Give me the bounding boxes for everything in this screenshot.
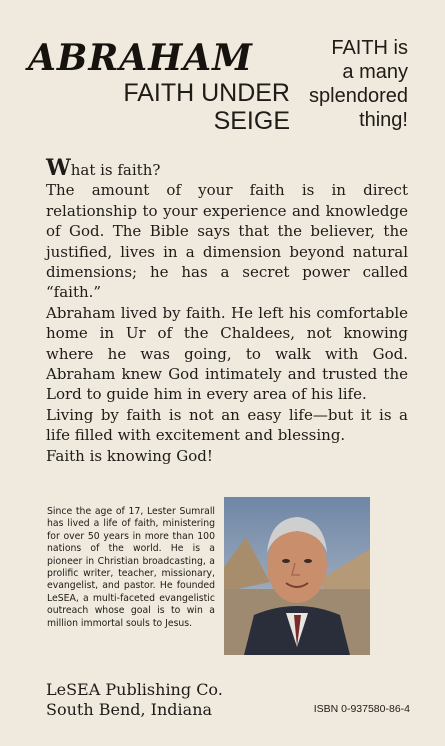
publisher-city: South Bend, Indiana: [46, 700, 213, 719]
author-bio: Since the age of 17, Lester Sumrall has lived a life of faith, ministering for over 50 years in more than 100 nations of the world. He is a pioneer in Christian broadcasting, a prolific writer, teacher, missionary, evangelist, and pastor. He founded LeSEA, a multi-faceted evangelistic outreach whose goal is to win a million immortal souls to Jesus.: [47, 506, 215, 629]
tagline-line: splendored: [309, 85, 408, 107]
tagline-line: thing!: [359, 109, 408, 131]
title-block: [28, 38, 290, 134]
publisher-block: [46, 680, 223, 720]
tagline-line: FAITH is: [331, 37, 408, 59]
opening-question: [46, 155, 408, 181]
isbn: ISBN 0-937580-86-4: [313, 703, 410, 715]
book-subtitle-line2: SEIGE: [213, 107, 290, 135]
body-paragraph: Faith is knowing God!: [46, 446, 213, 465]
tagline-line: a many: [342, 61, 408, 83]
author-photo: [224, 497, 370, 655]
drop-cap: W: [46, 155, 71, 181]
author-photo-illustration: [224, 497, 370, 655]
back-cover-copy: [46, 155, 408, 466]
question-text: hat is faith?: [70, 161, 161, 179]
publisher-name: LeSEA Publishing Co.: [46, 680, 223, 699]
body-paragraph: Abraham lived by faith. He left his comfortable home in Ur of the Chaldees, not knowing where he was going, to walk with God. Abraham knew God intimately and trusted the Lord to guide him in every area of his life.: [46, 303, 408, 404]
book-subtitle-line1: FAITH UNDER: [123, 79, 290, 107]
body-paragraph: Living by faith is not an easy life—but it is a life filled with excitement and blessing.: [46, 405, 408, 445]
book-title: ABRAHAM: [28, 37, 254, 79]
tagline: [300, 36, 408, 132]
body-paragraph: The amount of your faith is in direct relationship to your experience and knowledge of God. The Bible says that the believer, the justified, lives in a dimension beyond natural dimensions; he has a secret power called “faith.”: [46, 181, 408, 302]
